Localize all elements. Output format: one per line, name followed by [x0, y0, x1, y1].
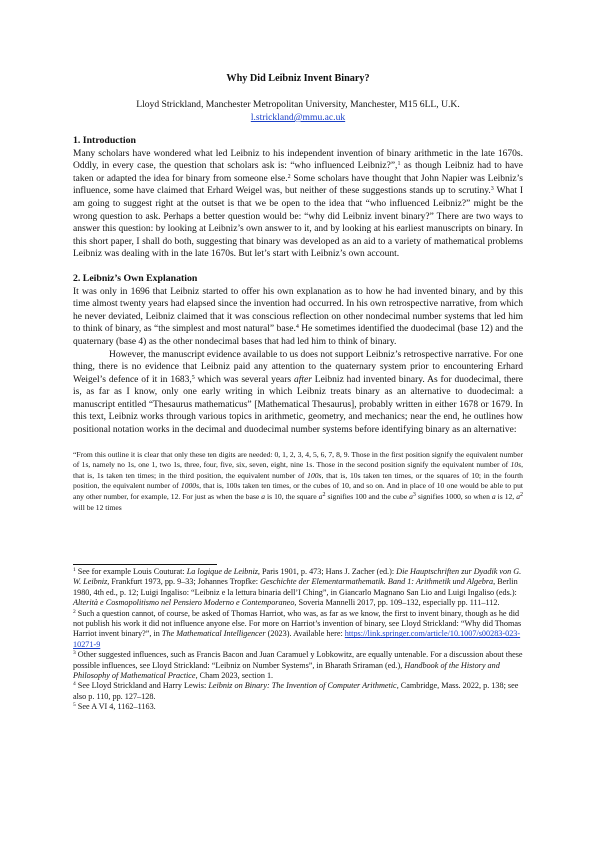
block-quotation: “From this outline it is clear that only these ten digits are needed: 0, 1, 2, 3, 4, 5, 6, 7, 8, 9. Those in the first position signify the equivalent number of 1s, namely no 1s, one 1, two 1s, three, four, five, six, seven, eight, nine 1s. Those in the second position signify the equivalent number of 10s, that is, 1s taken ten times; in the third position, the equivalent number of 100s, that is, 10s taken ten times, or the squares of 10; in the fourth position, the equivalent number of 1000s, that is, 100s taken ten times, or the cubes of 10, and so on. And in place of 10 one would be able to put any other number, for example, 12. For just as when the base a is 10, the square $a^2$ signifies 100 and the cube $a^3$ signifies 1000, so when a is 12, $a^2$ will be 12 times	[73, 449, 523, 512]
footnote-separator	[73, 564, 217, 565]
springer-article-link[interactable]: https://link.springer.com/article/10.1007/s00283-023-10271-9	[73, 629, 521, 649]
explanation-paragraph-1: It was only in 1696 that Leibniz started to offer his own explanation as to how he had invented binary, and by this time almost twenty years had elapsed since the invention had occurred. In his own retrospective narrative, from which he never deviated, Leibniz claimed that it was conscious reflection on other nondecimal number systems that led him to think of binary, as “the simplest and most natural” base.$^4$ He sometimes identified the duodecimal (base 12) and the quaternary (base 4) as the other nondecimal bases that had led him to think of binary.	[73, 286, 523, 347]
footnote-ref-2[interactable]: 2	[287, 173, 291, 180]
footnote-5: $^5$ See A VI 4, 1162–1163.	[73, 702, 156, 712]
email-link[interactable]: l.strickland@mmu.ac.uk	[250, 112, 346, 123]
footnote-2: $^2$ Such a question cannot, of course, be asked of Thomas Harriot, who was, as far as we know, the first to invent binary, though as he did not publish his work it did not influence anyone else. For more on Harriot’s invention of binary, see Lloyd Strickland: “Why did Thomas Harriot invent binary?”, in The Mathematical Intelligencer (2023). Available here: https://link.springer.com/article/10.1007/s00283-023-10271-9	[73, 608, 522, 649]
footnote-3: $^3$ Other suggested influences, such as Francis Bacon and Juan Caramuel y Lobkowitz, are equally untenable. For a discussion about these possible influences, see Lloyd Strickland: “Leibniz on Number Systems”, in Bharath Sriraman (ed.), Handbook of the History and Philosophy of Mathematical Practice, Cham 2023, section 1.	[73, 650, 523, 681]
author-email	[73, 111, 523, 124]
footnotes	[73, 567, 523, 713]
footnote-ref-3[interactable]: 3	[490, 186, 494, 193]
paper-title: Why Did Leibniz Invent Binary?	[226, 73, 370, 84]
paper-page	[73, 72, 523, 513]
section-heading-own-explanation: 2. Leibniz’s Own Explanation	[73, 272, 198, 284]
footnote-ref-4[interactable]: 4	[295, 324, 299, 331]
footnote-ref-1[interactable]: 1	[397, 161, 401, 168]
author-affiliation: Lloyd Strickland, Manchester Metropolitan University, Manchester, M15 6LL, U.K.	[136, 99, 460, 110]
explanation-paragraph-2: However, the manuscript evidence available to us does not support Leibniz’s retrospective narrative. For one thing, there is no evidence that Leibniz paid any attention to the quaternary system prior to encountering Erhard Weigel’s defence of it in 1683,$^5$ which was several years after Leibniz had invented binary. As for duodecimal, there is, as far as I know, only one early writing in which Leibniz treats binary as an alternative to duodecimal: a manuscript entitled “Thesaurus mathematicus” [Mathematical Thesaurus], probably written in either 1678 or 1679. In this text, Leibniz works through various topics in arithmetic, geometry, and mechanics; near the end, he outlines how positional notation works in the decimal and duodecimal number systems before identifying binary as an alternative:	[73, 349, 524, 436]
introduction-paragraph: Many scholars have wondered what led Leibniz to his independent invention of binary arithmetic in the late 1670s. Oddly, in every case, the question that scholars ask is: “who influenced Leibniz?”,$^1$ as though Leibniz had to have taken or adapted the idea for binary from someone else.$^2$ Some scholars have thought that John Napier was Leibniz’s influence, some have claimed that Erhard Weigel was, but neither of these suggestions stands up to scrutiny.$^3$ What I am going to suggest right at the outset is that we be open to the idea that “who influenced Leibniz?” might be the wrong question to ask. Perhaps a better question would be: “why did Leibniz invent binary?” There are two ways to answer this question: by looking at Leibniz’s own answer to it, and by looking at his earliest manuscripts on binary. In this short paper, I shall do both, suggesting that binary was developed as an aid to a variety of mathematical problems Leibniz was dealing with in the late 1670s. But let’s start with Leibniz’s own account.	[73, 148, 523, 260]
footnote-1: $^1$ See for example Louis Couturat: La logique de Leibniz, Paris 1901, p. 473; Hans J. Zacher (ed.): Die Hauptschriften zur Dyadik von G. W. Leibniz, Frankfurt 1973, pp. 9–33; Johannes Tropfke: Geschichte der Elementarmathematik. Band 1: Arithmetik und Algebra, Berlin 1980, 4th ed., p. 12; Luigi Ingaliso: “Leibniz e la lettura binaria dell’I Ching”, in Giancarlo Magnano San Lio and Luigi Ingaliso (eds.): Alterità e Cosmopolitismo nel Pensiero Moderno e Contemporaneo, Soveria Mannelli 2017, pp. 109–132, especially pp. 111–112.	[73, 567, 522, 608]
section-heading-introduction: 1. Introduction	[73, 135, 136, 146]
footnote-ref-5[interactable]: 5	[191, 374, 195, 381]
footnote-4: $^4$ See Lloyd Strickland and Harry Lewis: Leibniz on Binary: The Invention of Computer Arithmetic, Cambridge, Mass. 2022, p. 138; see also p. 110, pp. 127–128.	[73, 681, 519, 701]
